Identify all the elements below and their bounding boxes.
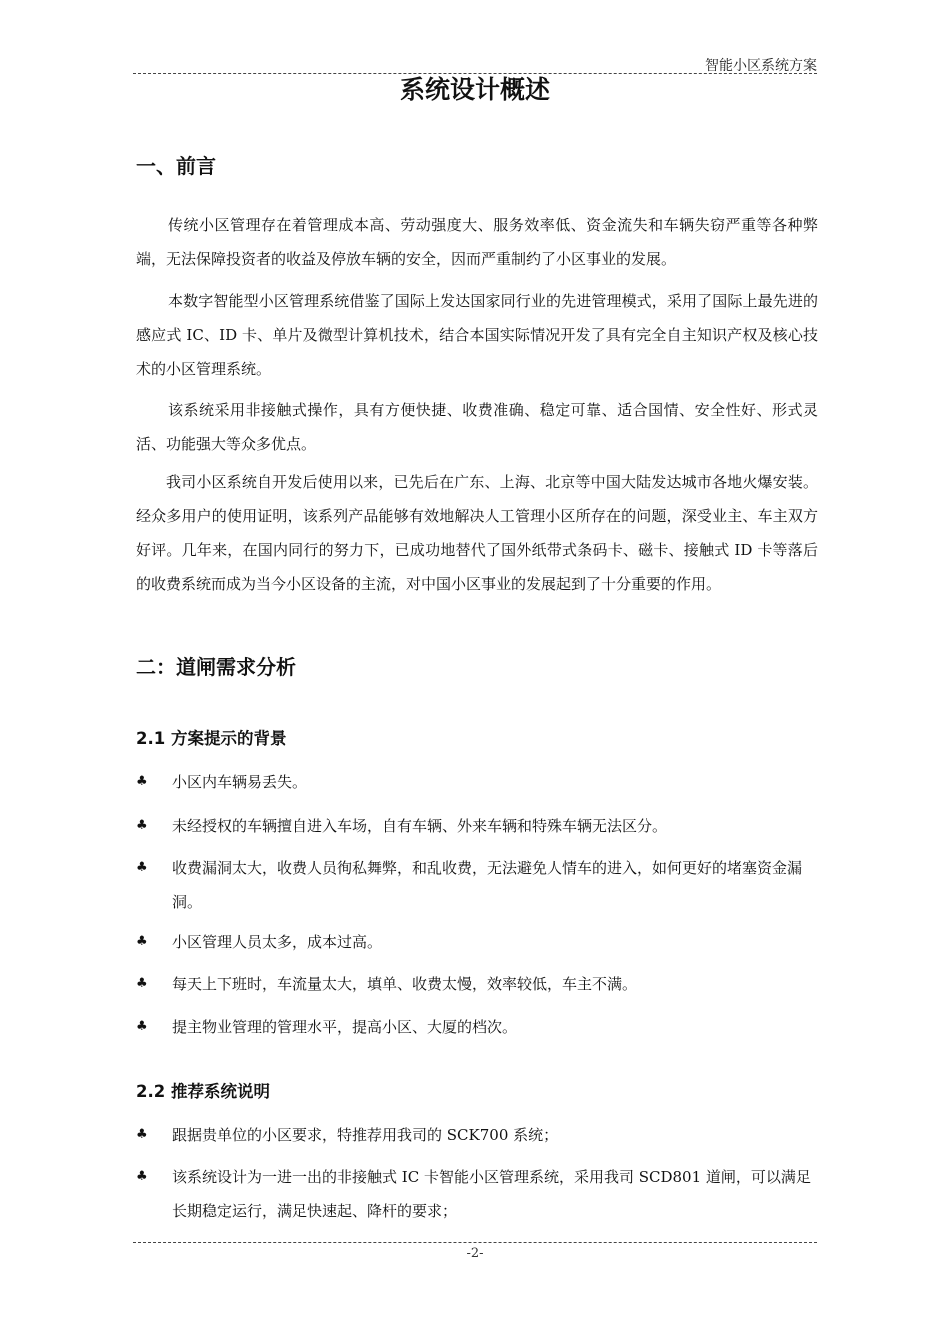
section-heading-preface: 一、前言 [136, 154, 216, 178]
club-bullet-icon: ♣ [136, 774, 148, 789]
club-bullet-icon: ♣ [136, 976, 148, 991]
list-item: ♣ 跟据贵单位的小区要求，特推荐用我司的 SCK700 系统； [136, 1118, 818, 1152]
list-item: ♣ 小区内车辆易丢失。 [136, 765, 818, 799]
section-heading-requirements: 二：道闸需求分析 [136, 655, 296, 679]
paragraph-1: 传统小区管理存在着管理成本高、劳动强度大、服务效率低、资金流失和车辆失窃严重等各种弊端，无法保障投资者的收益及停放车辆的安全，因而严重制约了小区事业的发展。 [136, 216, 818, 268]
list-item: ♣ 每天上下班时，车流量太大，填单、收费太慢，效率较低，车主不满。 [136, 967, 818, 1001]
club-bullet-icon: ♣ [136, 934, 148, 949]
header-doc-title: 智能小区系统方案 [705, 58, 817, 74]
list-item: ♣ 未经授权的车辆擅自进入车场，自有车辆、外来车辆和特殊车辆无法区分。 [136, 809, 818, 843]
footer-divider [133, 1242, 817, 1243]
list-item: ♣ 提主物业管理的管理水平，提高小区、大厦的档次。 [136, 1010, 818, 1044]
list-item: ♣ 收费漏洞太大，收费人员徇私舞弊，和乱收费，无法避免人情车的进入，如何更好的堵塞资金漏洞。 [136, 851, 818, 919]
subsection-heading-recommendation: 2.2 推荐系统说明 [136, 1082, 270, 1101]
page-number: -2- [466, 1246, 484, 1261]
paragraph-3: 该系统采用非接触式操作，具有方便快捷、收费准确、稳定可靠、适合国情、安全性好、形式灵活、功能强大等众多优点。 [136, 401, 818, 453]
club-bullet-icon: ♣ [136, 818, 148, 833]
list-item: ♣ 该系统设计为一进一出的非接触式 IC 卡智能小区管理系统，采用我司 SCD801 道闸，可以满足长期稳定运行，满足快速起、降杆的要求； [136, 1160, 818, 1228]
page-title: 系统设计概述 [399, 75, 550, 104]
club-bullet-icon: ♣ [136, 1019, 148, 1034]
club-bullet-icon: ♣ [136, 1169, 148, 1184]
club-bullet-icon: ♣ [136, 1127, 148, 1142]
paragraph-2: 本数字智能型小区管理系统借鉴了国际上发达国家同行业的先进管理模式，采用了国际上最先进的感应式 IC、ID 卡、单片及微型计算机技术，结合本国实际情况开发了具有完全自主知识产权及核心技术的小区管理系统。 [136, 292, 818, 378]
club-bullet-icon: ♣ [136, 860, 148, 875]
subsection-heading-background: 2.1 方案提示的背景 [136, 729, 287, 748]
paragraph-4: 我司小区系统自开发后使用以来，已先后在广东、上海、北京等中国大陆发达城市各地火爆安装。经众多用户的使用证明，该系列产品能够有效地解决人工管理小区所存在的问题，深受业主、车主双方好评。几年来，在国内同行的努力下，已成功地替代了国外纸带式条码卡、磁卡、接触式 ID 卡等落后的收费系统而成为当今小区设备的主流，对中国小区事业的发展起到了十分重要的作用。 [136, 473, 818, 593]
list-item: ♣ 小区管理人员太多，成本过高。 [136, 925, 818, 959]
